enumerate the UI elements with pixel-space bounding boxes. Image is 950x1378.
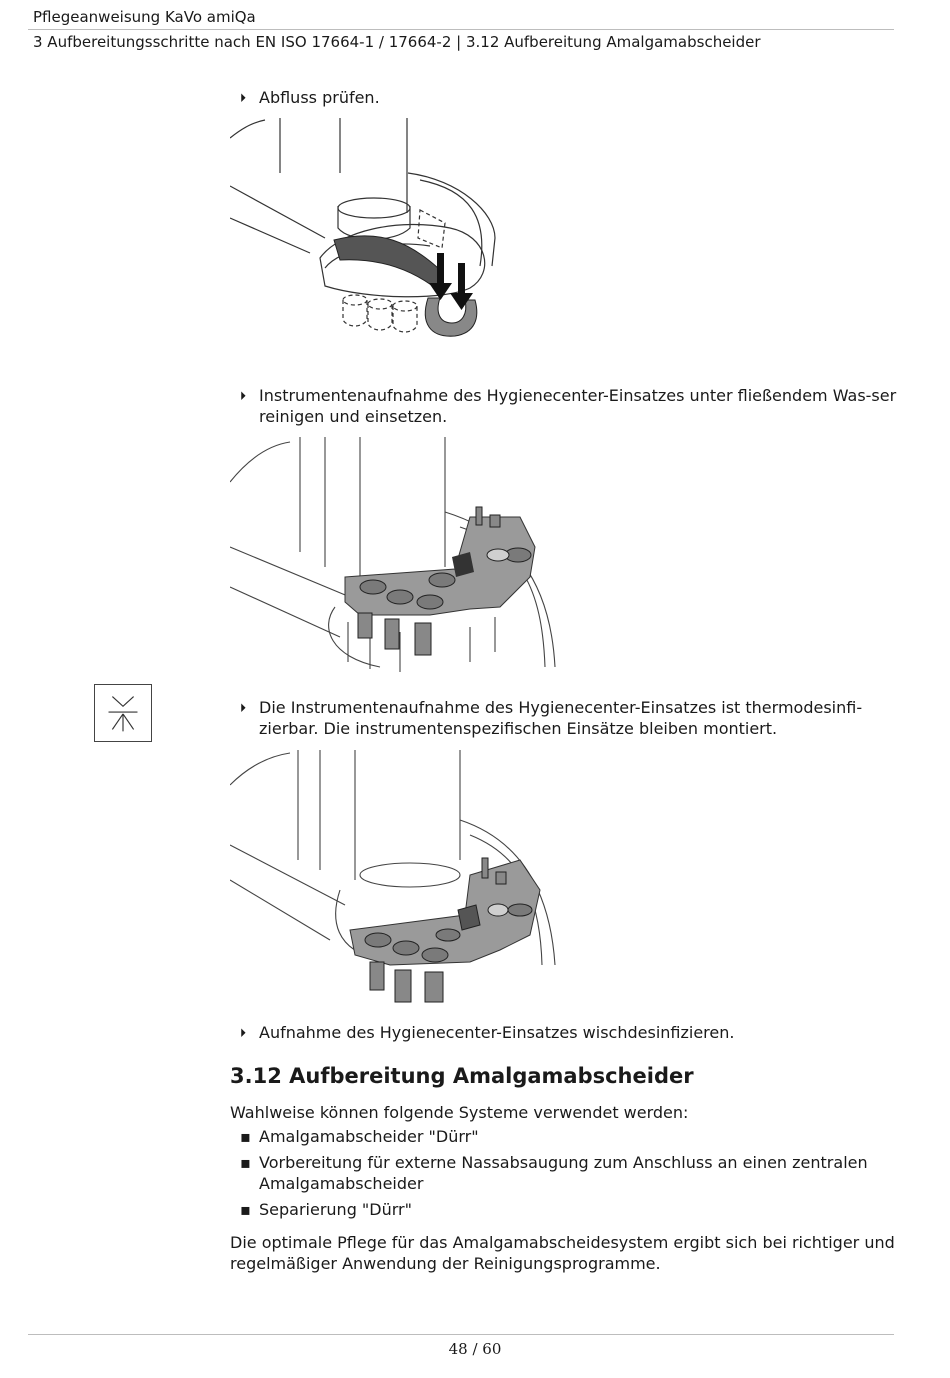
step-clean-instrument-holder — [240, 385, 900, 427]
list-item-text: Amalgamabscheider "Dürr" — [259, 1127, 479, 1146]
step-arrow-icon: ⏵ — [240, 1026, 247, 1040]
step-text: Abfluss prüfen. — [259, 88, 380, 107]
mounted-inserts-figure — [230, 750, 560, 1005]
step-text: Die Instrumentenaufnahme des Hygienecenter-Einsatzes ist thermodesinfi-zierbar. Die instrumentenspezifischen Einsätze bleiben montiert. — [259, 698, 863, 738]
bullet-icon: ▪ — [240, 1127, 251, 1146]
step-wipe-disinfect — [240, 1022, 900, 1043]
list-item-text: Vorbereitung für externe Nassabsaugung zum Anschluss an einen zentralen Amalgamabscheider — [259, 1153, 868, 1193]
instrument-holder-insert-figure — [230, 437, 560, 672]
drain-check-figure — [230, 118, 510, 353]
step-text: Instrumentenaufnahme des Hygienecenter-Einsatzes unter fließendem Was-ser reinigen und einsetzen. — [259, 386, 897, 426]
list-item — [240, 1126, 900, 1147]
systems-list — [240, 1126, 900, 1225]
section-intro: Wahlweise können folgende Systeme verwendet werden: — [230, 1103, 689, 1122]
bullet-icon: ▪ — [240, 1153, 251, 1172]
step-check-drain — [240, 87, 900, 108]
footer-divider — [28, 1334, 894, 1335]
list-item — [240, 1199, 900, 1220]
header-divider — [28, 29, 894, 30]
document-title: Pflegeanweisung KaVo amiQa — [33, 8, 256, 26]
step-arrow-icon: ⏵ — [240, 389, 247, 403]
bullet-icon: ▪ — [240, 1200, 251, 1219]
chapter-breadcrumb: 3 Aufbereitungsschritte nach EN ISO 17664-1 / 17664-2 | 3.12 Aufbereitung Amalgamabscheider — [33, 33, 761, 51]
list-item — [240, 1152, 900, 1194]
thermodisinfectable-symbol-icon — [94, 684, 152, 742]
section-closing: Die optimale Pflege für das Amalgamabscheidesystem ergibt sich bei richtiger und regelmäßiger Anwendung der Reinigungsprogramme. — [230, 1233, 895, 1273]
section-heading: 3.12 Aufbereitung Amalgamabscheider — [230, 1064, 694, 1088]
step-arrow-icon: ⏵ — [240, 701, 247, 715]
page-number: 48 / 60 — [448, 1340, 502, 1358]
step-text: Aufnahme des Hygienecenter-Einsatzes wischdesinfizieren. — [259, 1023, 735, 1042]
list-item-text: Separierung "Dürr" — [259, 1200, 412, 1219]
step-thermodisinfection-note — [240, 697, 900, 739]
step-arrow-icon: ⏵ — [240, 91, 247, 105]
